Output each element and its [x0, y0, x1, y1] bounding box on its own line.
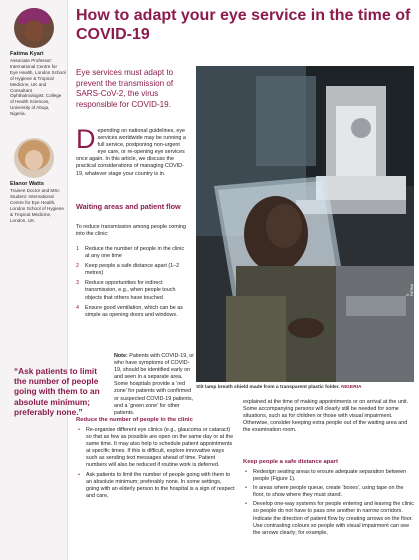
article-intro: Eye services must adapt to prevent the transmission of SARS-CoV-2, the virus responsible for COVID-19.: [76, 68, 174, 109]
author-card: [10, 8, 66, 117]
step-text: Keep people a safe distance apart (1–2 metres): [85, 263, 180, 277]
steps-list: [76, 246, 190, 322]
section-heading-reduce: Reduce the number of people in the clinic: [76, 417, 193, 423]
distance-list: [245, 469, 414, 539]
list-item: [76, 305, 190, 319]
lead-paragraph: [76, 124, 190, 178]
author-photo: [14, 138, 54, 178]
list-item: [76, 280, 190, 301]
list-item: • Re-organise different eye clinics (e.g., glaucoma or cataract) so that as few as possible are open on the same day or at the same time. It may also help to schedule patient appointments at specific times. If this is difficult, explore innovative ways such as sending text messages ahead of time. Patient numbers will also be reduced if routine work is deferred.: [78, 427, 236, 470]
author-card: [10, 138, 66, 223]
list-item: • Ask patients to limit the number of people going with them to an absolute minimum; preferably none. In some settings, going with an elderly person to the hospital is a sign of respect and care,: [78, 472, 236, 500]
author-sidebar: [0, 0, 68, 560]
author-name: Elanor Watts: [10, 181, 44, 187]
author-bio: Trainee Doctor and MSc Student: International Centre for Eye Health, London School of Hygiene & Tropical Medicine, London, UK.: [10, 188, 64, 223]
list-item: • Redesign seating areas to ensure adequate separation between people (Figure 1).: [245, 469, 414, 483]
pull-quote: “Ask patients to limit the number of people going with them to an absolute minimum; preferably none.”: [14, 366, 100, 417]
slit-lamp-photo: [196, 66, 414, 382]
list-item: [76, 263, 190, 277]
step-number: 2: [76, 263, 79, 270]
reduce-list: [78, 427, 236, 502]
waiting-intro: To reduce transmission among people coming into the clinic:: [76, 224, 186, 238]
note-paragraph: [114, 353, 194, 417]
article-photo: [196, 66, 414, 382]
step-text: Reduce opportunities for indirect transmission, e.g., when people touch objects that others have touched: [85, 280, 176, 301]
continued-paragraph: explained at the time of making appointments or on arrival at the unit. Some accompanying persons will clearly still be needed for some situations, such as for children or those with visual impairment. Otherwise, consider keeping extra people out of the waiting area and the examination room.: [243, 399, 409, 434]
list-item: • Develop one-way systems for people entering and leaving the clinic so people do not have to pass one another in narrow corridors. Indicate the direction of patient flow by creating arrows on the floor. Use contrasting colours so people with visual impairment can see the arrows clearly; for example,: [245, 501, 414, 536]
step-number: 4: [76, 304, 79, 311]
step-text: Reduce the number of people in the clinic at any one time: [85, 246, 185, 260]
article-title: How to adapt your eye service in the time of COVID-19: [76, 7, 411, 43]
author-photo: [14, 8, 54, 48]
photo-credit-vertical: © FATIMA KYARI: [406, 284, 418, 296]
note-text: Patients with COVID-19, or who have symptoms of COVID-19, should be identified early on and seen in a separate area. Some hospitals provide a ‘red zone’ for patients with confirmed or suspected COVID-19 patients, and a ‘green zone’ for other patients.: [114, 353, 194, 416]
section-heading-distance: Keep people a safe distance apart: [243, 459, 338, 465]
step-number: 1: [76, 246, 79, 252]
step-text: Ensure good ventilation, which can be as simple as opening doors and windows.: [85, 304, 183, 318]
author-bio: Associate Professor: International Centre for Eye Health, London School of Hygiene & Tropical Medicine, UK and Consultant Ophthalmologist: College of Health Sciences, University of Abuja, Nigeria.: [10, 58, 66, 117]
caption-credit: NIGERIA: [341, 385, 362, 390]
caption-text: Slit lamp breath shield made from a transparent plastic folder.: [196, 385, 340, 390]
author-name: Fatima Kyari: [10, 51, 44, 57]
photo-caption: [196, 385, 414, 390]
lead-text: epending on national guidelines, eye services worldwide may be running a full service, postponing non-urgent eye care, or re-opening eye services once again. In this article, we discuss the practical considerations of managing COVID-19, whatever stage your country is in.: [76, 128, 186, 177]
list-item: • In areas where people queue, create ‘boxes’, using tape on the floor, to show where they must stand.: [245, 485, 414, 499]
list-item: [76, 246, 190, 260]
drop-cap: D: [76, 124, 96, 154]
note-label: Note:: [114, 353, 128, 359]
step-number: 3: [76, 280, 79, 287]
section-heading-waiting: Waiting areas and patient flow: [76, 202, 181, 211]
